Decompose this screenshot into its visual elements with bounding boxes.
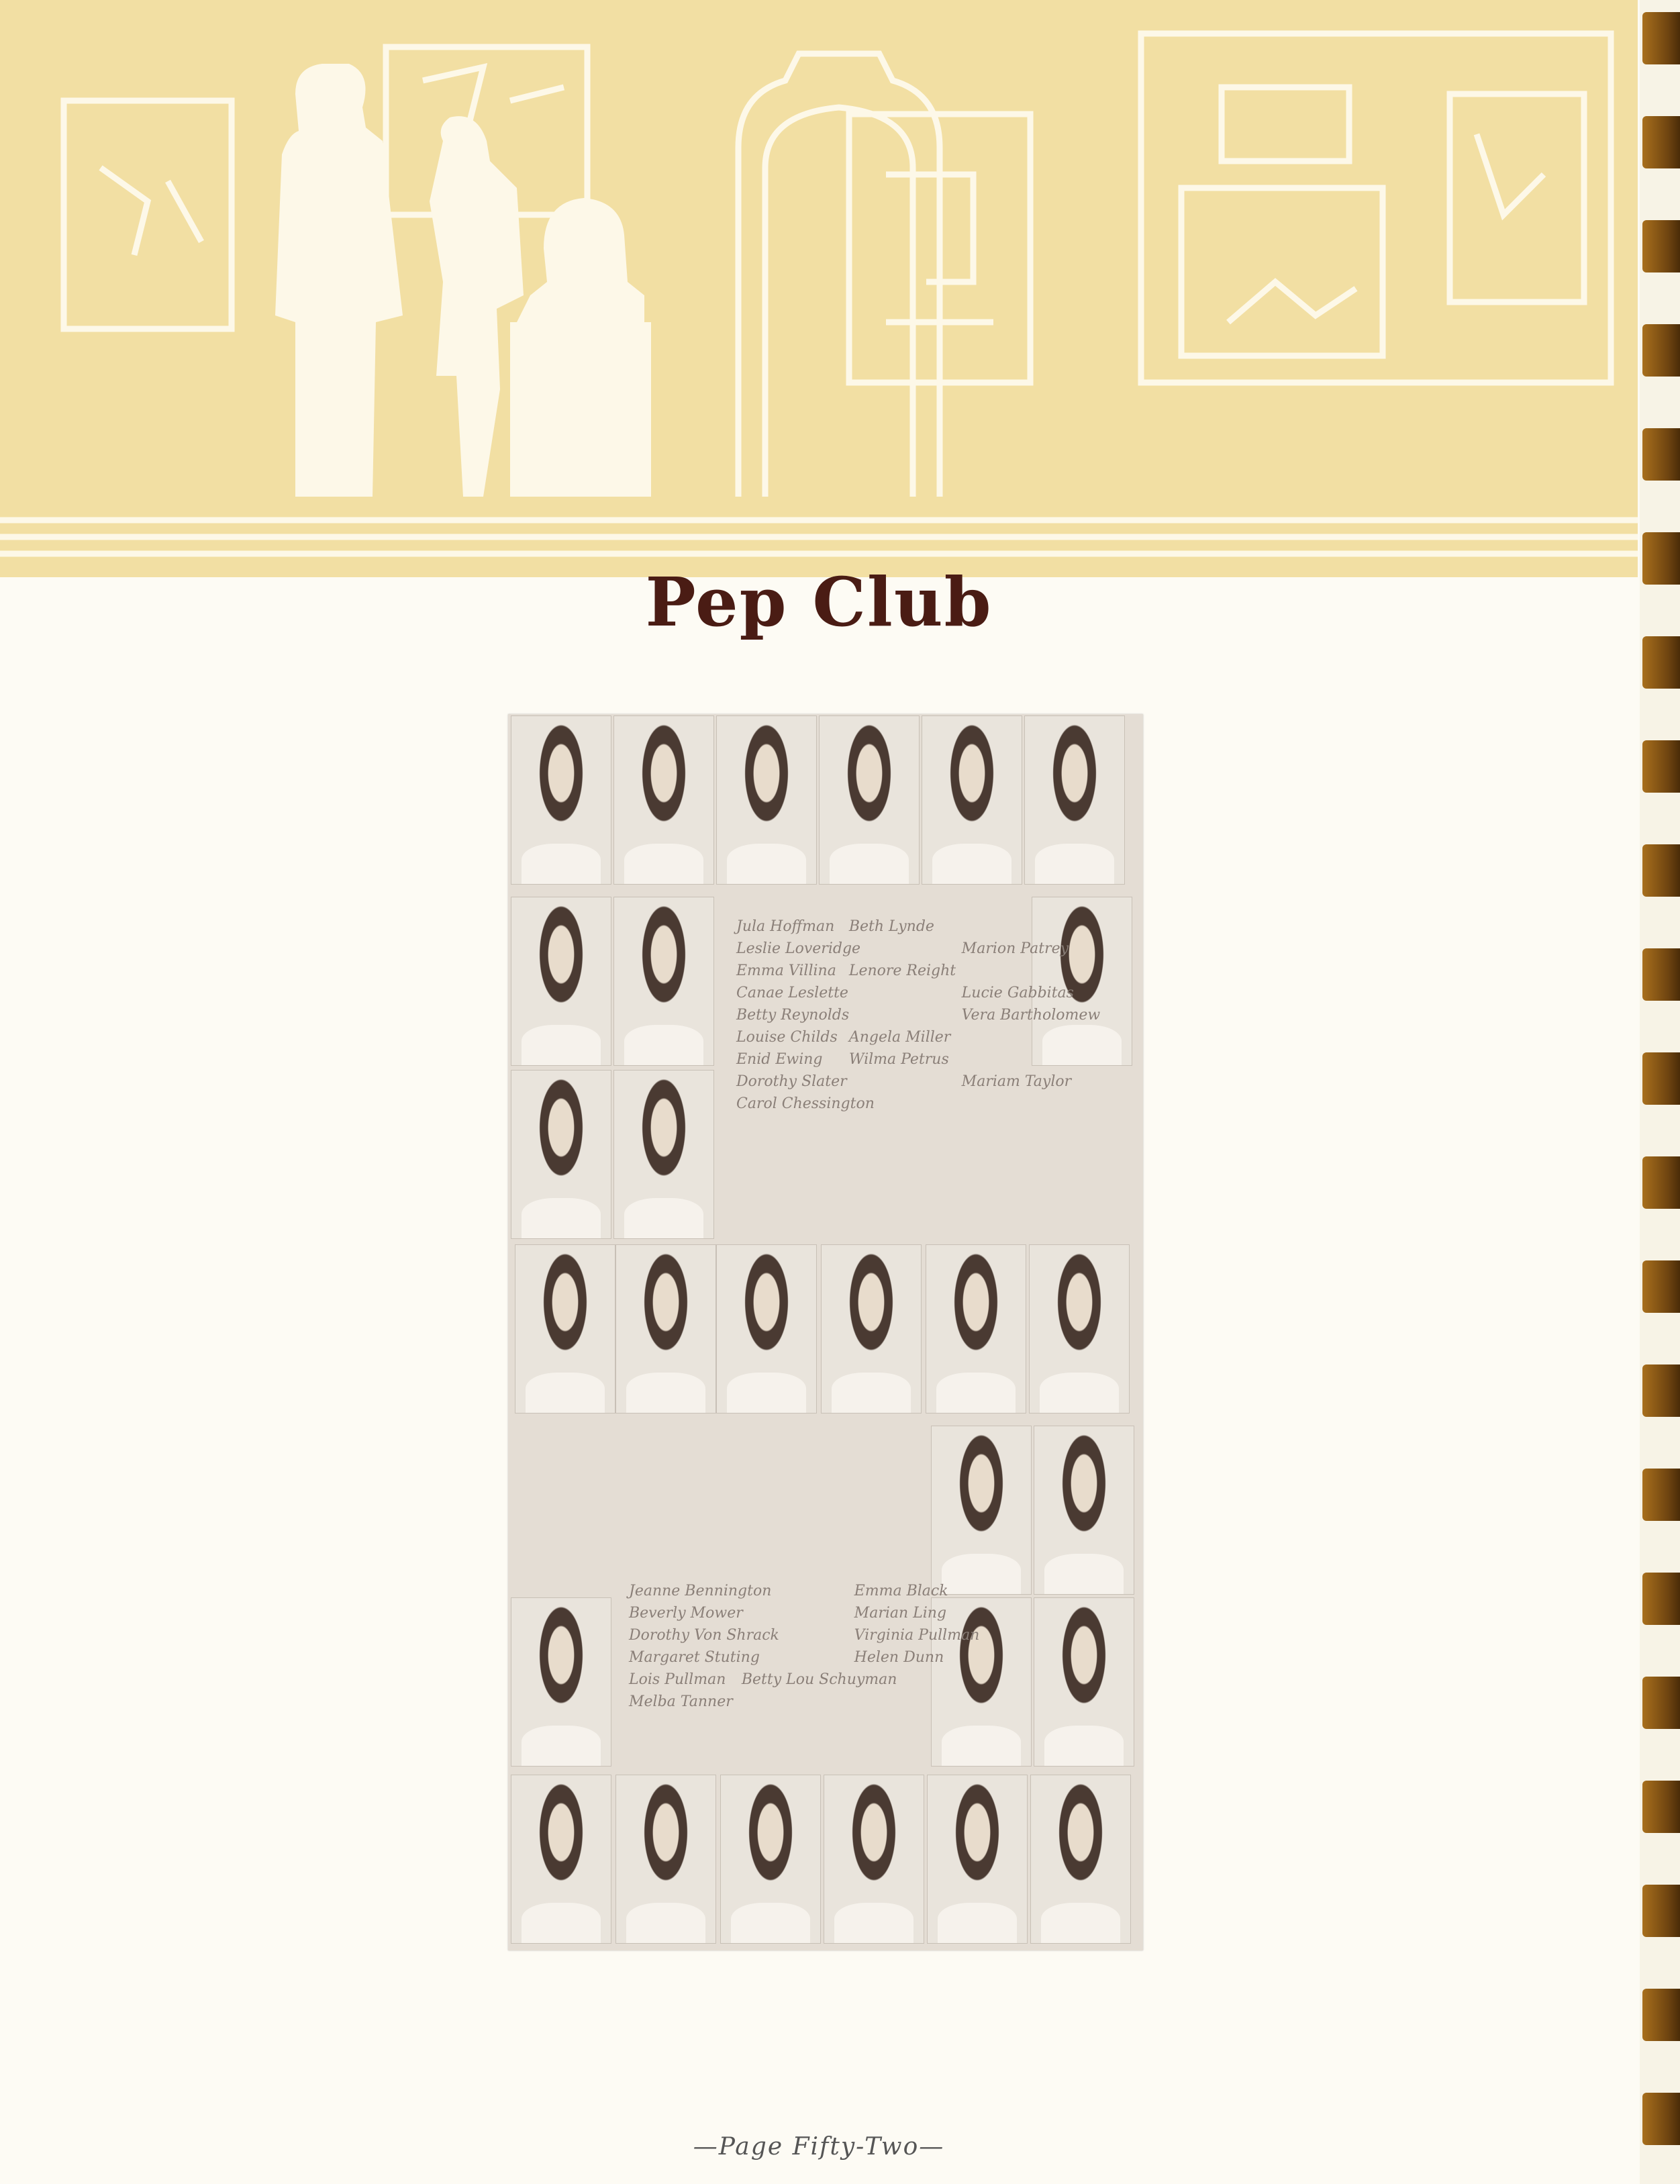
member-names-upper: Jula Hoffman Beth Lynde Leslie Loveridge Marion Patrey Emma Villina Lenore Reight Canae Leslette Lucie Gabbitas Betty Reynolds Vera Bartholomew Louise Childs Angela Miller Enid Ewing Wilma Petrus Dorothy Slater Mariam Taylor Carol Chessington bbox=[736, 918, 1101, 1112]
portrait-photo bbox=[922, 715, 1022, 885]
binding-ring bbox=[1642, 324, 1680, 377]
portrait-photo bbox=[1024, 715, 1125, 885]
binding-ring bbox=[1642, 2093, 1680, 2145]
page-number: —Page Fifty-Two— bbox=[693, 2133, 945, 2161]
portrait-photo bbox=[511, 715, 611, 885]
portrait-photo bbox=[716, 715, 817, 885]
binding-ring bbox=[1642, 1364, 1680, 1417]
decorative-banner bbox=[0, 0, 1638, 577]
portrait-photo bbox=[1034, 1597, 1134, 1767]
binding-ring bbox=[1642, 116, 1680, 168]
binding-ring bbox=[1642, 1885, 1680, 1937]
binding-ring bbox=[1642, 1781, 1680, 1833]
portrait-photo bbox=[511, 897, 611, 1066]
spiral-binding bbox=[1640, 0, 1680, 2184]
binding-ring bbox=[1642, 1052, 1680, 1105]
portrait-photo bbox=[824, 1775, 924, 1944]
portrait-photo bbox=[613, 1070, 714, 1239]
portrait-photo bbox=[613, 897, 714, 1066]
portrait-photo bbox=[927, 1775, 1028, 1944]
binding-ring bbox=[1642, 1469, 1680, 1521]
binding-ring bbox=[1642, 220, 1680, 272]
portrait-photo bbox=[926, 1244, 1026, 1413]
portrait-photo bbox=[613, 715, 714, 885]
binding-ring bbox=[1642, 12, 1680, 64]
portrait-photo bbox=[615, 1775, 716, 1944]
portrait-photo bbox=[511, 1775, 611, 1944]
binding-ring bbox=[1642, 740, 1680, 793]
portrait-photo bbox=[615, 1244, 716, 1413]
binding-ring bbox=[1642, 532, 1680, 585]
portrait-photo bbox=[819, 715, 920, 885]
binding-ring bbox=[1642, 1677, 1680, 1729]
binding-ring bbox=[1642, 428, 1680, 481]
portrait-photo bbox=[716, 1244, 817, 1413]
portrait-photo bbox=[1029, 1244, 1130, 1413]
portrait-photo bbox=[931, 1426, 1032, 1595]
binding-ring bbox=[1642, 1573, 1680, 1625]
art-gallery-illustration bbox=[0, 0, 1638, 577]
portrait-photo bbox=[821, 1244, 922, 1413]
portrait-photo bbox=[511, 1070, 611, 1239]
portrait-photo bbox=[1030, 1775, 1131, 1944]
portrait-photo bbox=[720, 1775, 821, 1944]
portrait-photo bbox=[511, 1597, 611, 1767]
binding-ring bbox=[1642, 948, 1680, 1001]
binding-ring bbox=[1642, 1260, 1680, 1313]
binding-ring bbox=[1642, 1989, 1680, 2041]
binding-ring bbox=[1642, 844, 1680, 897]
binding-ring bbox=[1642, 636, 1680, 689]
page-title: Pep Club bbox=[645, 562, 993, 642]
portrait-photo bbox=[515, 1244, 615, 1413]
group-photo-composite bbox=[508, 714, 1143, 1950]
binding-ring bbox=[1642, 1156, 1680, 1209]
member-names-lower: Jeanne Bennington Emma Black Beverly Mower Marian Ling Dorothy Von Shrack Virginia Pullman Margaret Stuting Helen Dunn Lois Pullman Betty Lou Schuyman Melba Tanner bbox=[629, 1583, 980, 1710]
portrait-photo bbox=[1034, 1426, 1134, 1595]
